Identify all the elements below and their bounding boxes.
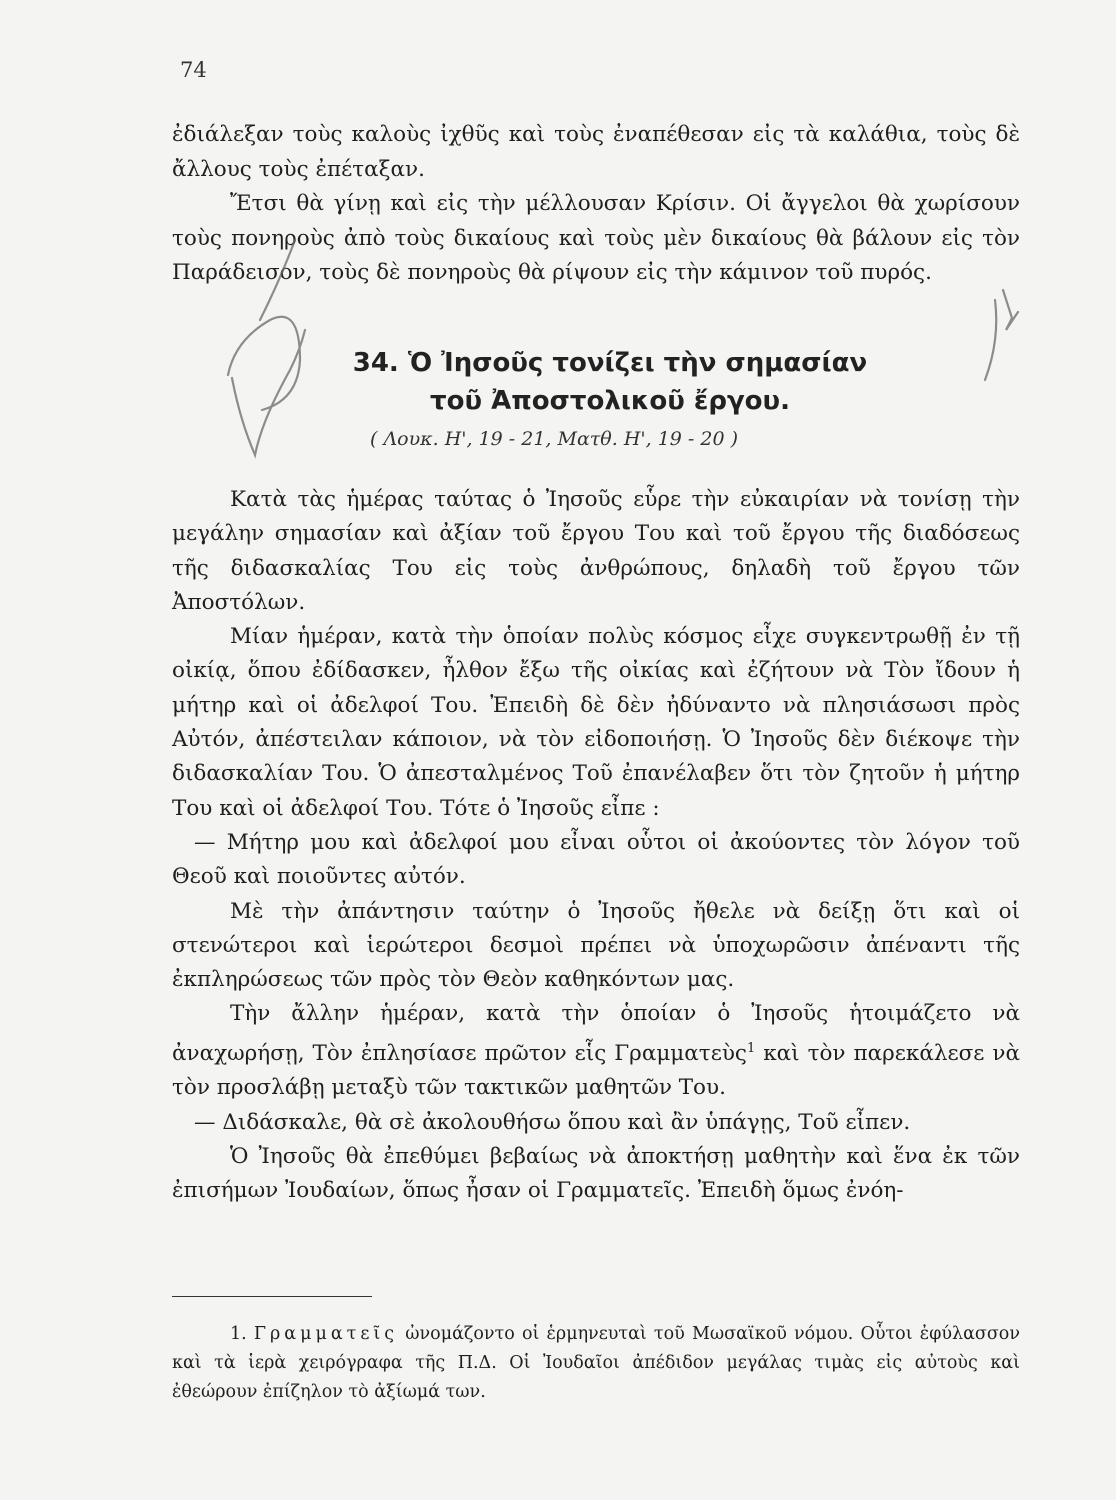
page-number: 74 (180, 58, 207, 82)
pencil-right-mark (985, 300, 996, 380)
footnote-divider (172, 1296, 372, 1297)
footnote-text: ὠνομάζοντο οἱ ἑρμηνευταὶ τοῦ Μωσαϊκοῦ νόμου. Οὗτοι ἐφύλασσον καὶ τὰ ἱερὰ χειρόγραφα τῆς Π.Δ. Οἱ Ἰουδαῖοι ἀπέδιδον μεγάλας τιμὰς εἰς αὐτοὺς καὶ ἐθεώρουν ἐπίζηλον τὸ ἀξίωμά των. (172, 1324, 1020, 1402)
footnote (172, 1320, 1020, 1407)
paragraph-5-start: Τὴν ἄλλην ἡμέραν, κατὰ τὴν ὁποίαν ὁ Ἰησοῦς ἡτοιμάζετο νὰ ἀναχωρήσῃ, Τὸν ἐπλησίασε πρῶτον εἷς Γραμματεὺς (172, 1001, 1020, 1066)
paragraph-6-dialog: — Διδάσκαλε, θὰ σὲ ἀκολουθήσω ὅπου καὶ ἂν ὑπάγῃς, Τοῦ εἶπεν. (194, 1109, 911, 1135)
main-text-block (172, 483, 1020, 1208)
paragraph-fish: ἐδιάλεξαν τοὺς καλοὺς ἰχθῦς καὶ τοὺς ἐναπέθεσαν εἰς τὰ καλάθια, τοὺς δὲ ἄλλους τοὺς ἐπέταξαν. (172, 122, 1020, 182)
section-heading (290, 344, 930, 420)
footnote-marker: 1 (746, 1040, 756, 1056)
paragraph-judgement: Ἔτσι θὰ γίνῃ καὶ εἰς τὴν μέλλουσαν Κρίσιν. Οἱ ἄγγελοι θὰ χωρίσουν τοὺς πονηροὺς ἀπὸ τοὺς δικαίους καὶ τοὺς μὲν δικαίους θὰ βάλουν εἰς τὸν Παράδεισον, τοὺς δὲ πονηροὺς θὰ ρίψουν εἰς τὴν κάμινον τοῦ πυρός. (172, 191, 1020, 285)
paragraph-2: Μίαν ἡμέραν, κατὰ τὴν ὁποίαν πολὺς κόσμος εἶχε συγκεντρωθῇ ἐν τῇ οἰκίᾳ, ὅπου ἐδίδασκεν, ἦλθον ἔξω τῆς οἰκίας καὶ ἐζήτουν νὰ Τὸν ἴδουν ἡ μήτηρ καὶ οἱ ἀδελφοί Του. Ἐπειδὴ δὲ δὲν ἠδύναντο νὰ πλησιάσωσι πρὸς Αὐτόν, ἀπέστειλαν κάποιον, νὰ τὸν εἰδοποιήσῃ. Ὁ Ἰησοῦς δὲν διέκοψε τὴν διδασκαλίαν Του. Ὁ ἀπεσταλμένος Τοῦ ἐπανέλαβεν ὅτι τὸν ζητοῦν ἡ μήτηρ Του καὶ οἱ ἀδελφοί Του. Τότε ὁ Ἰησοῦς εἶπε : (172, 624, 1020, 821)
paragraph-5-end: καὶ τὸν παρεκάλεσε νὰ τὸν προσλάβῃ μεταξὺ τῶν τακτικῶν μαθητῶν Του. (172, 1040, 1020, 1101)
paragraph-7: Ὁ Ἰησοῦς θὰ ἐπεθύμει βεβαίως νὰ ἀποκτήσῃ μαθητὴν καὶ ἕνα ἐκ τῶν ἐπισήμων Ἰουδαίων, ὅπως ἦσαν οἱ Γραμματεῖς. Ἐπειδὴ ὅμως ἐνόη- (172, 1143, 1020, 1204)
section-title-line1: 34. Ὁ Ἰησοῦς τονίζει τὴν σημασίαν (352, 348, 868, 378)
scripture-reference: ( Λουκ. Η', 19 - 21, Ματθ. Η', 19 - 20 ) (370, 428, 738, 450)
pencil-right-scribble (1003, 290, 1018, 330)
footnote-term: Γραμματεῖς (253, 1324, 399, 1344)
top-text-block (172, 118, 1020, 291)
footnote-number: 1. (230, 1324, 247, 1344)
paragraph-3-dialog: — Μήτηρ μου καὶ ἀδελφοί μου εἶναι οὗτοι οἱ ἀκούοντες τὸν λόγον τοῦ Θεοῦ καὶ ποιοῦντες αὐτόν. (172, 829, 1020, 890)
paragraph-5 (172, 997, 1020, 1105)
section-title-line2: τοῦ Ἀποστολικοῦ ἔργου. (430, 386, 790, 416)
paragraph-4: Μὲ τὴν ἀπάντησιν ταύτην ὁ Ἰησοῦς ἤθελε νὰ δείξῃ ὅτι καὶ οἱ στενώτεροι καὶ ἱερώτεροι δεσμοὶ πρέπει νὰ ὑποχωρῶσιν ἀπέναντι τῆς ἐκπληρώσεως τῶν πρὸς τὸν Θεὸν καθηκόντων μας. (172, 898, 1020, 993)
paragraph-1: Κατὰ τὰς ἡμέρας ταύτας ὁ Ἰησοῦς εὗρε τὴν εὐκαιρίαν νὰ τονίσῃ τὴν μεγάλην σημασίαν καὶ ἀξίαν τοῦ ἔργου Του καὶ τοῦ ἔργου τῆς διαδόσεως τῆς διδασκαλίας Του εἰς τοὺς ἀνθρώπους, δηλαδὴ τοῦ ἔργου τῶν Ἀποστόλων. (172, 487, 1020, 615)
